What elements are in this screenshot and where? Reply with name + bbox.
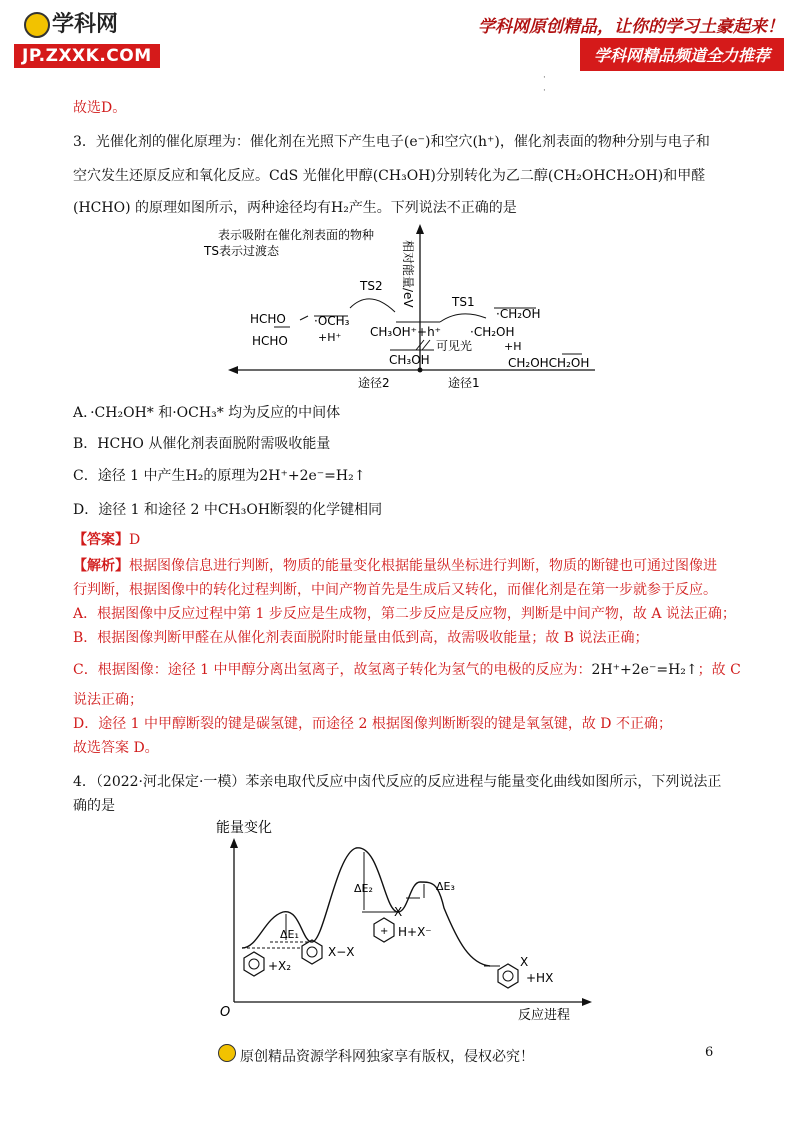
analysis-b: B．根据图像判断甲醛在从催化剂表面脱附时能量由低到高，故需吸收能量；故 B 说法正确； bbox=[73, 630, 649, 646]
prev-conclusion: 故选D。 bbox=[73, 100, 127, 116]
hcho-label: HCHO bbox=[252, 334, 288, 348]
start-label: +X₂ bbox=[268, 959, 292, 973]
path2-label: 途径2 bbox=[358, 376, 390, 390]
text: 根据图像信息进行判断，物质的能量变化根据能量纵坐标进行判断，物质的断键也可通过图像进 bbox=[129, 558, 717, 574]
text: (HCHO) 的原理如图所示，两种途径均有 bbox=[73, 200, 331, 216]
glycol-label: CH₂OHCH₂OH bbox=[508, 356, 590, 370]
logo-url: JP.ZXXK.COM bbox=[14, 44, 160, 68]
analysis-c2: 说法正确； bbox=[73, 692, 143, 708]
y-axis-arrow bbox=[230, 838, 238, 848]
answer-tag: 【答案】 bbox=[73, 532, 129, 548]
text: C．根据图像：途径 1 中甲醇分离出氢离子，故氢离子转化为氢气的电极的反应为： bbox=[73, 662, 592, 678]
page-number: 6 bbox=[705, 1045, 714, 1060]
e2-label: ΔE₂ bbox=[354, 882, 373, 895]
y-axis-arrow bbox=[416, 224, 424, 234]
text: 分别转化为乙二醇 bbox=[435, 168, 548, 184]
ch2oh-ads-label: ·CH₂OH bbox=[496, 307, 541, 321]
formula: H₂ bbox=[330, 200, 349, 216]
footer-text: 原创精品资源学科网独家享有版权，侵权必究！ bbox=[240, 1049, 534, 1065]
logo-mascot-icon bbox=[24, 12, 50, 38]
formula: (e⁻) bbox=[403, 134, 431, 150]
q3-line1 bbox=[73, 132, 710, 152]
sigma-x-label: X bbox=[394, 905, 403, 919]
plus-h-label: +H bbox=[504, 340, 522, 353]
ch3oh-ads-label: CH₃OH bbox=[389, 353, 430, 367]
text: 产生。下列说法不正确的是 bbox=[348, 200, 517, 216]
benzene-icon bbox=[244, 952, 264, 976]
analysis-line1 bbox=[73, 556, 717, 576]
e3-label: ΔE₃ bbox=[436, 880, 455, 893]
answer-line bbox=[73, 530, 140, 550]
benzene-icon bbox=[302, 940, 322, 964]
sigma-rest-label: H+X⁻ bbox=[398, 925, 432, 939]
q3-line3 bbox=[73, 198, 517, 218]
ts2-curve bbox=[350, 299, 395, 312]
text: C．途径 1 中产生 bbox=[73, 468, 186, 484]
ch3oh-h-label: CH₃OH⁺+h⁺ bbox=[370, 325, 442, 339]
ts1-label: TS1 bbox=[452, 295, 475, 309]
y-axis-label: 能量变化 bbox=[216, 820, 272, 836]
ts2-label: TS2 bbox=[360, 279, 383, 293]
ch2oh-label: ·CH₂OH bbox=[470, 325, 515, 339]
q4-line1: 4．（2022·河北保定·一模）苯亲电取代反应中卤代反应的反应进程与能量变化曲线如图所示，下列说法正 bbox=[73, 774, 722, 790]
header-slogan: 学科网原创精品，让你的学习土豪起来！ bbox=[478, 17, 784, 37]
legend-adsorbed: 表示吸附在催化剂表面的物种 bbox=[218, 228, 375, 242]
path1-label: 途径1 bbox=[448, 376, 480, 390]
formula: 2H⁺+2e⁻=H₂↑ bbox=[259, 468, 366, 484]
x-axis-arrow bbox=[582, 998, 592, 1006]
dots-decoration: · · bbox=[543, 73, 546, 96]
q3-line2 bbox=[73, 166, 705, 186]
option-d bbox=[73, 500, 382, 520]
header-banner: 学科网精品频道全力推荐 bbox=[580, 38, 784, 71]
h-plus-ads-label: +H⁺ bbox=[318, 331, 342, 344]
logo-text: 学科网 bbox=[52, 12, 119, 37]
analysis-line2: 行判断，根据图像中的转化过程判断，中间产物首先是生成后又转化，而催化剂是在第一步就参于反应。 bbox=[73, 582, 717, 598]
analysis-tag: 【解析】 bbox=[73, 558, 129, 574]
analysis-d: D．途径 1 中甲醇断裂的键是碳氢键，而途径 2 根据图像判断断裂的键是氧氢键，故 D 不正确； bbox=[73, 716, 672, 732]
origin-dot bbox=[418, 368, 423, 373]
footer bbox=[240, 1046, 534, 1066]
option-c bbox=[73, 466, 365, 486]
benzene-ring-icon bbox=[307, 947, 317, 957]
plus-charge-icon: + bbox=[380, 926, 389, 937]
benzene-ring-icon bbox=[249, 959, 259, 969]
formula: CH₃OH bbox=[217, 502, 271, 518]
conclusion: 故选答案 D。 bbox=[73, 740, 159, 756]
y-axis-label: 相对能量/eV bbox=[401, 240, 415, 308]
text: 和空穴 bbox=[430, 134, 473, 150]
ts1-curve bbox=[440, 314, 486, 322]
header-logo bbox=[14, 10, 164, 66]
formula: (CH₂OHCH₂OH) bbox=[547, 168, 664, 184]
text: D．途径 1 和途径 2 中 bbox=[73, 502, 218, 518]
benzene-icon bbox=[498, 964, 518, 988]
hcho-ads-label: HCHO bbox=[250, 312, 286, 326]
mascot-icon bbox=[218, 1044, 236, 1062]
x-axis-arrow bbox=[228, 366, 238, 374]
q4-line2: 确的是 bbox=[73, 798, 115, 814]
energy-profile-figure bbox=[208, 812, 598, 1024]
analysis-c bbox=[73, 660, 741, 680]
answer-value: D bbox=[129, 532, 141, 548]
text: ，催化剂表面的物种分别与电子和 bbox=[499, 134, 710, 150]
text: 3．光催化剂的催化原理为：催化剂在光照下产生电子 bbox=[73, 134, 404, 150]
origin-label: O bbox=[220, 1005, 231, 1020]
product-x-label: X bbox=[520, 955, 529, 969]
text: 空穴发生还原反应和氧化反应。CdS 光催化甲醇 bbox=[73, 168, 373, 184]
visible-light-label: 可见光 bbox=[436, 339, 473, 353]
e1-label: ΔE₁ bbox=[280, 928, 299, 941]
formula: (h⁺) bbox=[472, 134, 500, 150]
connector bbox=[300, 316, 308, 320]
och3-label: ·OCH₃ bbox=[314, 314, 350, 328]
benzene-ring-icon bbox=[503, 971, 513, 981]
formula: (CH₃OH) bbox=[372, 168, 436, 184]
pathway-figure bbox=[190, 222, 610, 394]
formula: H₂ bbox=[185, 468, 204, 484]
option-a: A．·CH₂OH* 和·OCH₃* 均为反应的中间体 bbox=[73, 405, 341, 421]
text: 的原理为 bbox=[203, 468, 260, 484]
legend-ts: TS表示过渡态 bbox=[204, 244, 279, 258]
text: ；故 C bbox=[697, 662, 741, 678]
complex-label: X−X bbox=[328, 945, 355, 959]
text: 断裂的化学键相同 bbox=[270, 502, 383, 518]
formula: 2H⁺+2e⁻=H₂↑ bbox=[591, 662, 698, 678]
x-axis-label: 反应进程 bbox=[518, 1008, 571, 1023]
option-b: B．HCHO 从催化剂表面脱附需吸收能量 bbox=[73, 436, 331, 452]
text: 和甲醛 bbox=[663, 168, 706, 184]
product-hx-label: +HX bbox=[526, 971, 554, 985]
analysis-a: A．根据图像中反应过程中第 1 步反应是生成物，第二步反应是反应物，判断是中间产物，故 A 说法正确； bbox=[73, 606, 736, 622]
